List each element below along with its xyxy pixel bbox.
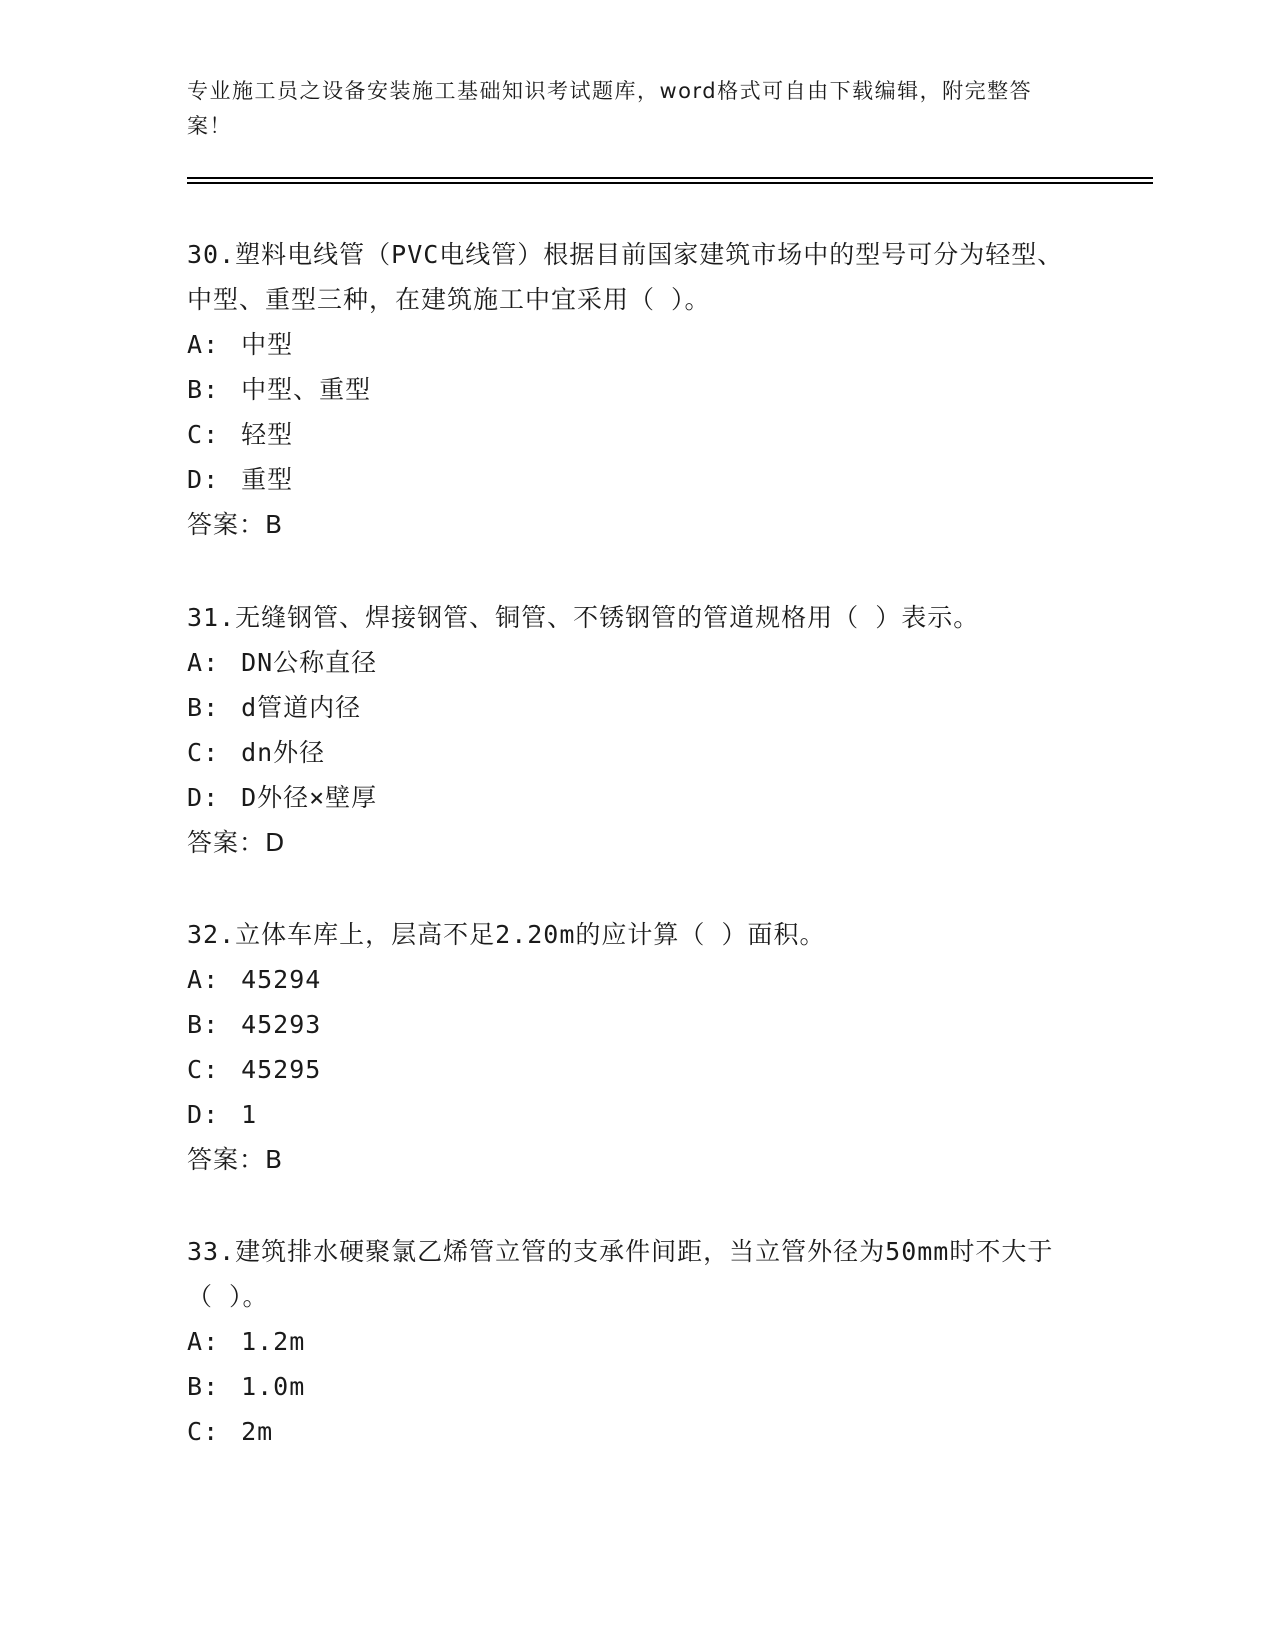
answer-value: D [265,828,286,857]
option-text: D外径×壁厚 [241,783,378,812]
option-key: A [187,1327,204,1356]
option-text: 45295 [241,1055,322,1084]
option-key: A [187,330,204,359]
answer-label: 答案： [187,1145,266,1174]
option-text: d管道内径 [241,693,362,722]
option-text: 重型 [241,465,294,494]
question-stem: 31.无缝钢管、焊接钢管、铜管、不锈钢管的管道规格用（ ）表示。 [187,603,980,632]
option-a [187,957,1067,1002]
option-d [187,457,1067,502]
option-key: C [187,738,204,767]
question-stem: 33.建筑排水硬聚氯乙烯管立管的支承件间距，当立管外径为50mm时不大于（ ）。 [187,1237,1054,1311]
option-key: B [187,375,204,404]
option-text: 1.0m [241,1372,306,1401]
option-text: 中型、重型 [241,375,372,404]
option-key: B [187,1010,204,1039]
option-separator: : [203,693,220,722]
answer-value: B [265,510,284,539]
question-32 [187,912,1067,1182]
option-key: D [187,1100,204,1129]
option-key: A [187,648,204,677]
option-key: C [187,1055,204,1084]
option-separator: : [203,1100,220,1129]
header-divider-top [187,177,1153,179]
option-a [187,322,1067,367]
answer-label: 答案： [187,510,266,539]
option-key: C [187,420,204,449]
option-separator: : [203,420,220,449]
option-separator: : [203,648,220,677]
option-key: A [187,965,204,994]
answer-value: B [265,1145,284,1174]
option-separator: : [203,965,220,994]
question-30 [187,232,1067,547]
option-d [187,775,1067,820]
option-key: B [187,693,204,722]
option-a [187,1319,1067,1364]
answer-line [187,502,1067,547]
option-text: 45294 [241,965,322,994]
option-separator: : [203,738,220,767]
option-b [187,1002,1067,1047]
option-text: 1 [241,1100,258,1129]
option-key: B [187,1372,204,1401]
option-separator: : [203,375,220,404]
option-separator: : [203,1372,220,1401]
option-separator: : [203,330,220,359]
option-text: DN公称直径 [241,648,378,677]
answer-line [187,820,1067,865]
option-separator: : [203,1417,220,1446]
option-separator: : [203,465,220,494]
option-text: 2m [241,1417,274,1446]
option-separator: : [203,1010,220,1039]
option-key: C [187,1417,204,1446]
option-c [187,730,1067,775]
option-b [187,1364,1067,1409]
answer-line [187,1137,1067,1182]
option-key: D [187,465,204,494]
option-text: dn外径 [241,738,326,767]
option-c [187,412,1067,457]
option-separator: : [203,1055,220,1084]
option-text: 45293 [241,1010,322,1039]
option-separator: : [203,1327,220,1356]
option-b [187,685,1067,730]
header-divider-bottom [187,182,1153,184]
option-b [187,367,1067,412]
option-separator: : [203,783,220,812]
option-a [187,640,1067,685]
option-text: 轻型 [241,420,294,449]
option-text: 中型 [241,330,294,359]
document-header: 专业施工员之设备安装施工基础知识考试题库，word格式可自由下载编辑，附完整答案！ [187,79,1033,138]
question-33 [187,1229,1067,1454]
question-stem: 32.立体车库上，层高不足2.20m的应计算（ ）面积。 [187,920,826,949]
option-c [187,1409,1067,1454]
answer-label: 答案： [187,828,266,857]
option-c [187,1047,1067,1092]
option-d [187,1092,1067,1137]
question-31 [187,595,1067,865]
option-key: D [187,783,204,812]
option-text: 1.2m [241,1327,306,1356]
question-stem: 30.塑料电线管（PVC电线管）根据目前国家建筑市场中的型号可分为轻型、中型、重型三种，在建筑施工中宜采用（ ）。 [187,240,1064,314]
